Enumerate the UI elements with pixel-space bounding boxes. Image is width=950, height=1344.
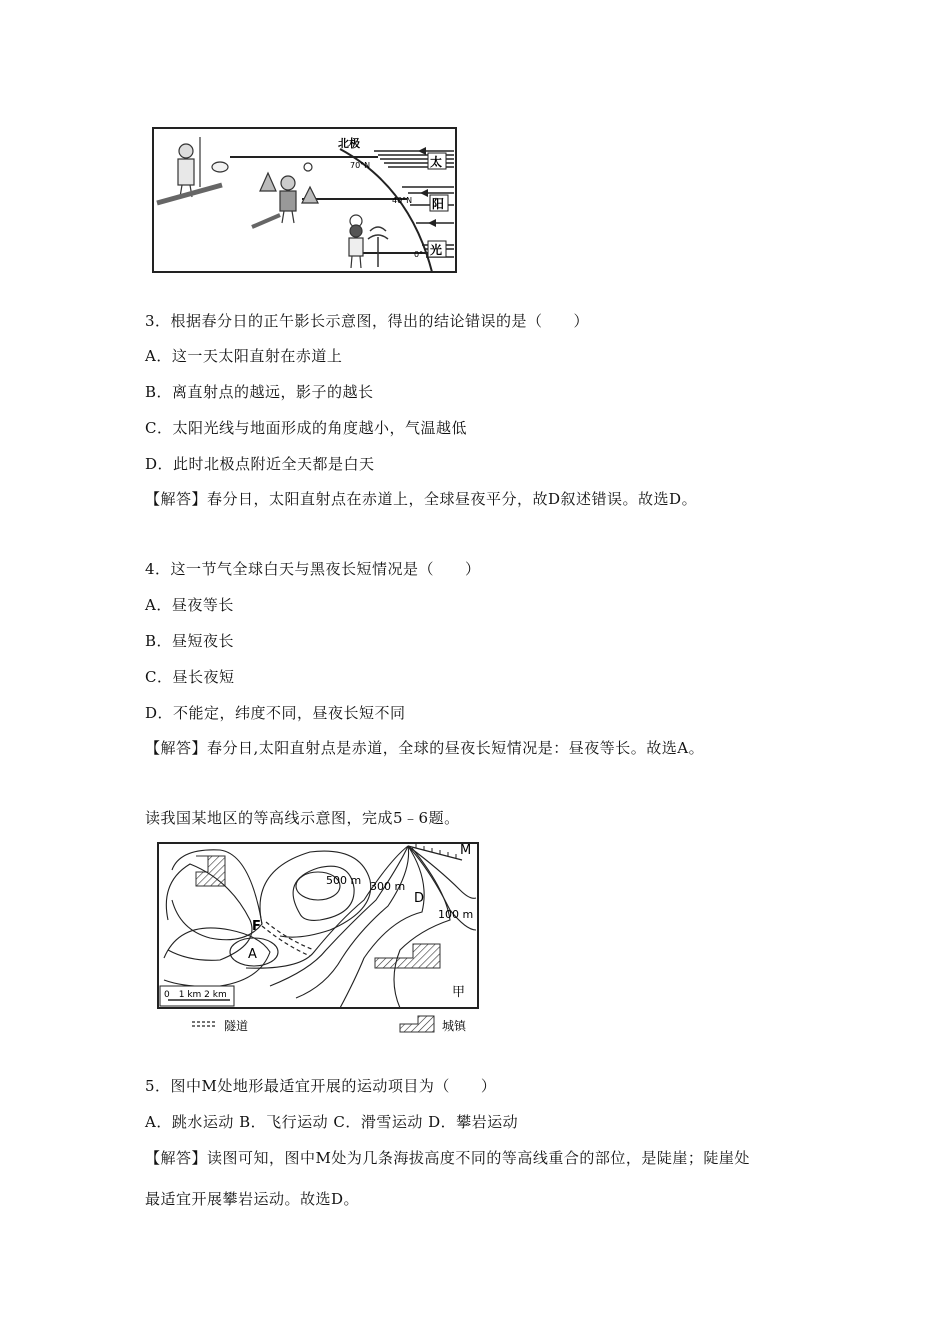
q4-answer-text: 春分日,太阳直射点是赤道，全球的昼夜长短情况是：昼夜等长。故选A。 [207,739,705,757]
contour-label-100: 100 m [438,908,474,921]
q3-option-c: C．太阳光线与地面形成的角度越小，气温越低 [145,419,467,437]
q5-answer-line1 [145,1148,750,1168]
sun-label-3: 光 [430,243,443,257]
lat40-label: 40°N [392,196,413,205]
contour-label-500: 500 m [326,874,362,887]
lat70-label: 70°N [350,161,371,170]
q5-answer-tag: 【解答】 [145,1149,208,1167]
q4-option-c: C．昼长夜短 [145,668,235,686]
q5-stem: 5．图中M处地形最适宜开展的运动项目为（ ） [145,1077,497,1095]
q3-answer-text: 春分日，太阳直射点在赤道上，全球昼夜平分，故D叙述错误。故选D。 [207,490,698,508]
north-pole-label: 北极 [338,137,360,150]
label-jia: 甲 [452,985,466,1000]
q5-options: A．跳水运动 B．飞行运动 C．滑雪运动 D．攀岩运动 [145,1113,519,1131]
q3-stem: 3．根据春分日的正午影长示意图，得出的结论错误的是（ ） [145,312,590,330]
label-D: D [414,891,425,906]
scale-bar-label: 0 1 km 2 km [164,990,227,1000]
noon-shadow-figure [152,127,458,275]
q3-answer-tag: 【解答】 [145,490,208,508]
q3-option-a: A．这一天太阳直射在赤道上 [145,347,343,365]
sun-label-1: 太 [430,155,443,169]
contour-map-figure [150,840,490,1038]
label-M: M [460,843,472,858]
q5-answer-line2: 最适宜开展攀岩运动。故选D。 [145,1190,360,1208]
q4-answer-tag: 【解答】 [145,739,208,757]
sun-label-2: 阳 [432,197,445,211]
q3-option-b: B．离直射点的越远，影子的越长 [145,383,374,401]
q3-answer [145,489,697,509]
tunnel-legend-icon [192,1022,216,1026]
q4-option-a: A．昼夜等长 [145,596,234,614]
town-legend-icon [400,1016,434,1032]
intro-5-6: 读我国某地区的等高线示意图，完成5﹣6题。 [145,809,460,827]
q4-option-b: B．昼短夜长 [145,632,235,650]
q4-answer [145,738,704,758]
lat0-label: 0° [414,250,424,259]
contour-label-300: 300 m [370,880,406,893]
legend-tunnel-label: 隧道 [224,1019,249,1033]
legend-town-label: 城镇 [442,1019,467,1033]
q4-stem: 4．这一节气全球白天与黑夜长短情况是（ ） [145,560,481,578]
q4-option-d: D．不能定，纬度不同，昼夜长短不同 [145,704,406,722]
q3-option-d: D．此时北极点附近全天都是白天 [145,455,375,473]
q5-answer-text-1: 读图可知，图中M处为几条海拔高度不同的等高线重合的部位，是陡崖；陡崖处 [207,1149,750,1167]
label-F: F [252,919,261,934]
label-A: A [248,947,257,962]
